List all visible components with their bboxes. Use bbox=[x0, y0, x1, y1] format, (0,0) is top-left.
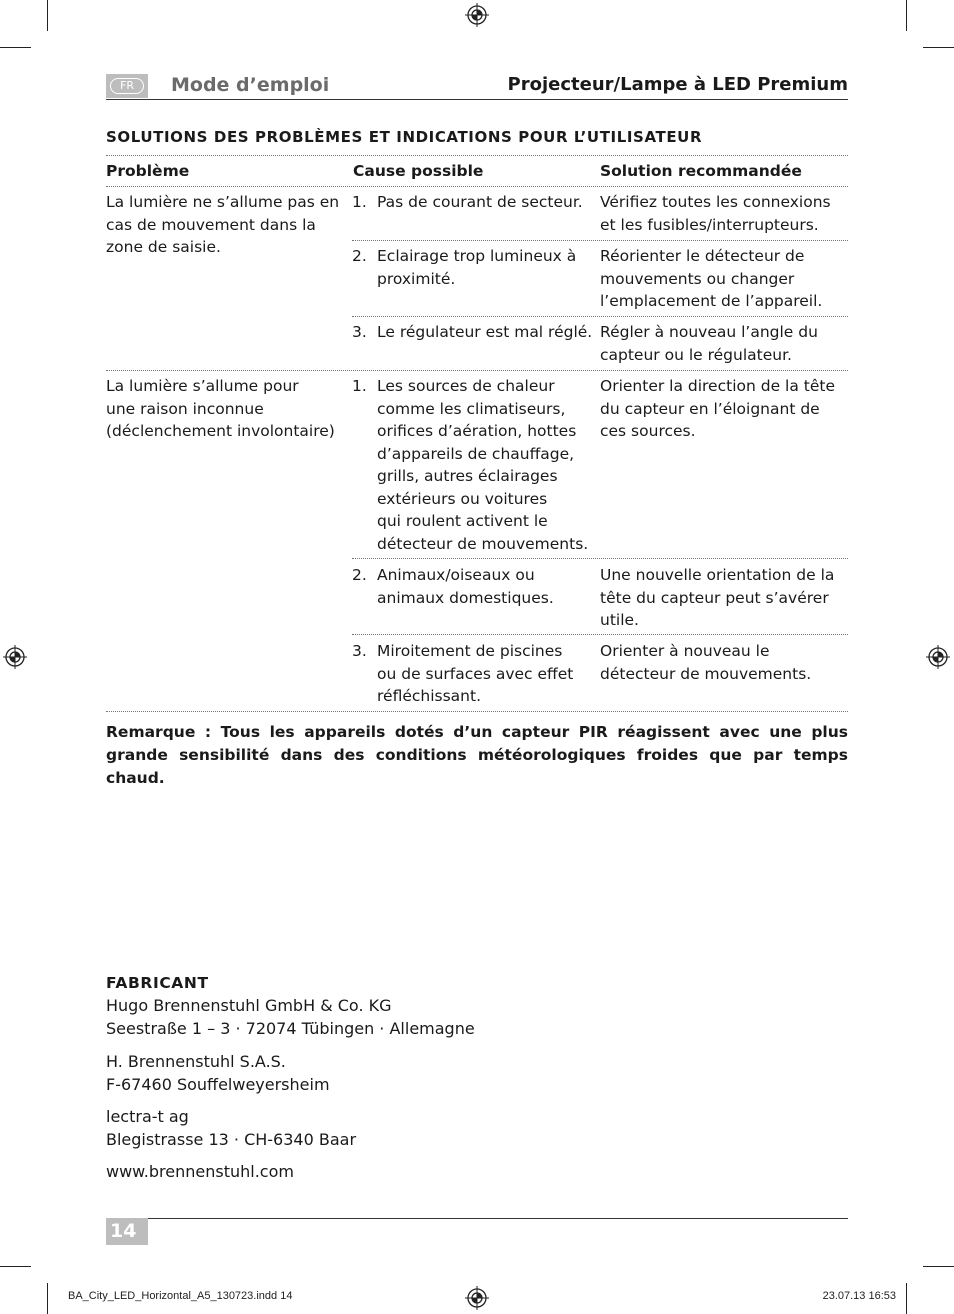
solution-cell: Réorienter le détecteur de mouvements ou changer l’emplacement de l’appareil. bbox=[600, 247, 823, 310]
slug-filename: BA_City_LED_Horizontal_A5_130723.indd 14 bbox=[68, 1290, 293, 1302]
cause-number: 3. bbox=[352, 323, 367, 341]
language-label: FR bbox=[110, 78, 144, 94]
solution-cell: Vérifiez toutes les connexions et les fusibles/interrupteurs. bbox=[600, 193, 831, 234]
crop-mark-bottom-left-v bbox=[47, 1283, 48, 1314]
cause-number: 1. bbox=[352, 377, 367, 395]
row-divider bbox=[352, 558, 848, 559]
column-header-solution: Solution recommandée bbox=[600, 162, 802, 180]
cause-cell: Pas de courant de secteur. bbox=[377, 193, 583, 211]
cause-number: 2. bbox=[352, 247, 367, 265]
manufacturer-website: www.brennenstuhl.com bbox=[106, 1162, 294, 1181]
crop-mark-top-left-v bbox=[47, 0, 48, 31]
solution-cell: Une nouvelle orientation de la tête du capteur peut s’avérer utile. bbox=[600, 566, 835, 629]
crop-mark-bottom-right-h bbox=[923, 1266, 954, 1267]
footer-rule bbox=[106, 1218, 848, 1219]
cause-number: 1. bbox=[352, 193, 367, 211]
row-divider bbox=[352, 240, 848, 241]
header-rule bbox=[106, 99, 848, 100]
row-divider bbox=[352, 316, 848, 317]
registration-mark-icon bbox=[465, 3, 489, 27]
crop-mark-top-right-h bbox=[923, 47, 954, 48]
cause-cell: Miroitement de piscines ou de surfaces avec effet réfléchissant. bbox=[377, 642, 574, 705]
slug-datetime: 23.07.13 16:53 bbox=[822, 1290, 896, 1302]
solution-cell: Régler à nouveau l’angle du capteur ou le régulateur. bbox=[600, 323, 818, 364]
note-paragraph: Remarque : Tous les appareils dotés d’un capteur PIR réagissent avec une plus grande sensibilité dans des conditions météorologiques froides que par temps chaud. bbox=[106, 723, 848, 787]
column-header-problem: Problème bbox=[106, 162, 190, 180]
cause-cell: Animaux/oiseaux ou animaux domestiques. bbox=[377, 566, 554, 607]
page-number: 14 bbox=[106, 1218, 148, 1245]
solution-cell: Orienter à nouveau le détecteur de mouvements. bbox=[600, 642, 812, 683]
group-divider bbox=[106, 370, 848, 371]
cause-cell: Le régulateur est mal réglé. bbox=[377, 323, 593, 341]
table-rule-header bbox=[106, 186, 848, 187]
manufacturer-address: lectra-t ag Blegistrasse 13 · CH-6340 Baar bbox=[106, 1107, 357, 1149]
manufacturer-address: H. Brennenstuhl S.A.S. F-67460 Souffelweyersheim bbox=[106, 1052, 330, 1094]
problem-cell: La lumière ne s’allume pas en cas de mouvement dans la zone de saisie. bbox=[106, 193, 340, 256]
registration-mark-icon bbox=[926, 645, 950, 669]
cause-cell: Eclairage trop lumineux à proximité. bbox=[377, 247, 577, 288]
table-rule-bottom bbox=[106, 711, 848, 712]
table-rule-top bbox=[106, 155, 848, 156]
crop-mark-top-right-v bbox=[906, 0, 907, 31]
registration-mark-icon bbox=[465, 1286, 489, 1310]
problem-cell: La lumière s’allume pour une raison inconnue (déclenchement involontaire) bbox=[106, 377, 335, 440]
column-header-cause: Cause possible bbox=[353, 162, 484, 180]
cause-number: 3. bbox=[352, 642, 367, 660]
registration-mark-icon bbox=[3, 645, 27, 669]
crop-mark-bottom-left-h bbox=[0, 1266, 31, 1267]
section-title: SOLUTIONS DES PROBLÈMES ET INDICATIONS POUR L’UTILISATEUR bbox=[106, 128, 703, 146]
language-badge bbox=[106, 74, 148, 98]
crop-mark-top-left-h bbox=[0, 47, 31, 48]
manufacturer-address: Hugo Brennenstuhl GmbH & Co. KG Seestraße 1 – 3 · 72074 Tübingen · Allemagne bbox=[106, 996, 475, 1038]
cause-number: 2. bbox=[352, 566, 367, 584]
cause-cell: Les sources de chaleur comme les climatiseurs, orifices d’aération, hottes d’appareils de chauffage, grills, autres éclairages extérieurs ou voitures qui roulent activent le détecteur de mouvements. bbox=[377, 377, 589, 553]
header-product-title: Projecteur/Lampe à LED Premium bbox=[507, 74, 848, 95]
row-divider bbox=[352, 634, 848, 635]
solution-cell: Orienter la direction de la tête du capteur en l’éloignant de ces sources. bbox=[600, 377, 835, 440]
crop-mark-bottom-right-v bbox=[906, 1283, 907, 1314]
manufacturer-title: FABRICANT bbox=[106, 974, 209, 992]
header-doc-type: Mode d’emploi bbox=[171, 74, 330, 96]
